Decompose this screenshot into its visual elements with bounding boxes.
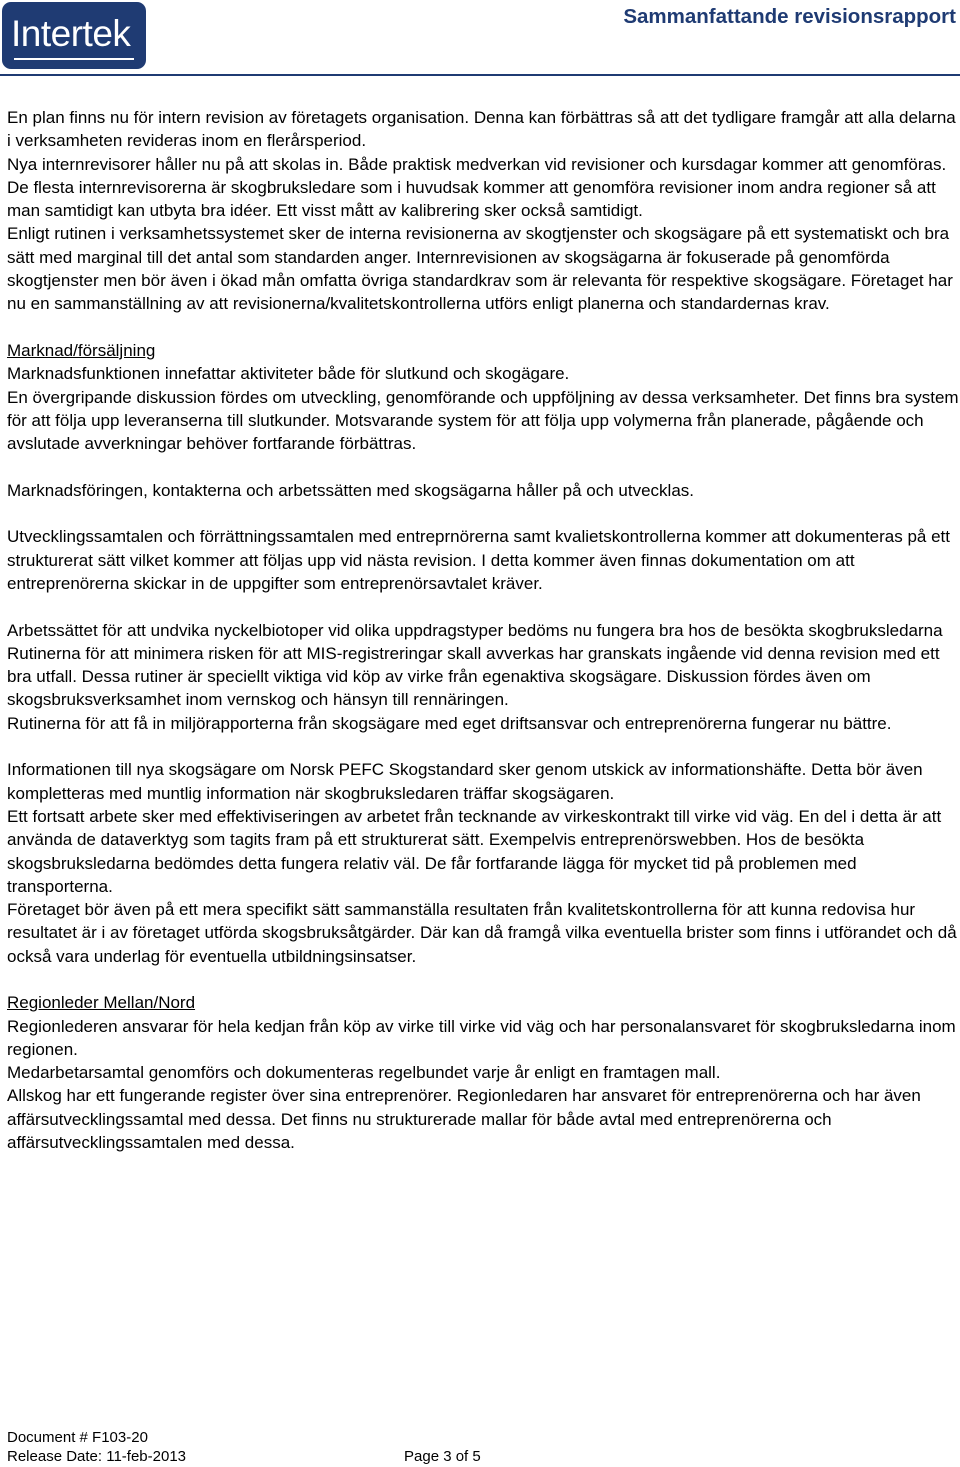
paragraph: Enligt rutinen i verksamhetssystemet sker de interna revisionerna av skogtjenster och skogsägare på ett systematiskt och bra sätt med marginal till det antal som standarden anger. Internrevisionen av skogsägarna är fokuserade på genomförda skogtjenster men bör även i ökad mån omfatta övriga standardkrav som är relevanta för respektive skogsägare. Företaget har nu en sammanställning av att revisionerna/kvalitetskontrollerna utförs enligt planerna och standardernas krav. [7, 224, 953, 314]
logo-underline [14, 58, 134, 60]
paragraph: Rutinerna för att få in miljörapporterna från skogsägare med eget driftsansvar och entreprenörerna fungerar nu bättre. [7, 713, 892, 733]
paragraph: En plan finns nu för intern revision av företagets organisation. Denna kan förbättras så att det tydligare framgår att alla delarna i verksamheten revideras inom en flerårsperiod. [7, 108, 956, 151]
report-title: Sammanfattande revisionsrapport [623, 5, 956, 28]
section-heading-market: Marknad/försäljning [7, 340, 156, 360]
logo-text: Intertek [11, 13, 131, 54]
paragraph: En övergripande diskussion fördes om utveckling, genomförande och uppföljning av dessa verksamheter. Det finns bra system för att följa upp leveranserna till slutkunder. Motsvarande system för att följa upp volymerna från planerade, pågående och avslutade avverkningar behöver fortfarande förbättras. [7, 387, 959, 454]
release-date: Release Date: 11-feb-2013 [7, 1448, 187, 1465]
section-heading-region: Regionleder Mellan/Nord [7, 993, 196, 1013]
paragraph: Informationen till nya skogsägare om Norsk PEFC Skogstandard sker genom utskick av informationshäfte. Detta bör även kompletteras med muntlig information när skogbruksledaren träffar skogsägaren. [7, 760, 923, 803]
page-number: Page 3 of 5 [404, 1448, 481, 1465]
header-divider [0, 74, 960, 76]
paragraph: Regionlederen ansvarar för hela kedjan från köp av virke till virke vid väg och har personalansvaret för skogbruksledarna inom regionen. [7, 1016, 956, 1059]
footer [7, 1428, 186, 1466]
paragraph: Medarbetarsamtal genomförs och dokumenteras regelbundet varje år enligt en framtagen mall. [7, 1063, 721, 1083]
report-body [7, 106, 959, 1154]
paragraph: Nya internrevisorer håller nu på att skolas in. Både praktisk medverkan vid revisioner och kursdagar kommer att genomföras. De flesta internrevisorerna är skogbruksledare som i huvudsak kommer att genomföra revisioner inom andra regioner så att man samtidigt kan utbyta bra idéer. Ett visst mått av kalibrering sker också samtidigt. [7, 154, 947, 221]
paragraph: Företaget bör även på ett mera specifikt sätt sammanställa resultaten från kvalitetskontrollerna för att kunna redovisa hur resultatet är i av företaget utförda skogsbruksåtgärder. Där kan då framgå vilka eventuella brister som finns i utförandet och då också vara underlag för eventuella utbildningsinsatser. [7, 900, 957, 966]
paragraph: Ett fortsatt arbete sker med effektiviseringen av arbetet från tecknande av virkeskontrakt till virke vid väg. En del i detta är att använda de dataverktyg som tagits fram på ett strukturerat sätt. Exempelvis entreprenörswebben. Hos de besökta skogsbruksledarna bedömdes detta fungera relativ väl. De får fortfarande lägga för mycket tid på problemen med transporterna. [7, 806, 942, 896]
paragraph: Allskog har ett fungerande register över sina entreprenörer. Regionledaren har ansvaret för entreprenörerna och har även affärsutvecklingssamtal med dessa. Det finns nu strukturerade mallar för både avtal med entreprenörerna och affärsutvecklingssamtalen med dessa. [7, 1086, 921, 1153]
paragraph: Utvecklingssamtalen och förrättningssamtalen med entreprnörerna samt kvalietskontrollerna kommer att dokumenteras på ett strukturerat sätt vilket kommer att följas upp vid nästa revision. I detta kommer även finnas dokumentation om att entreprenörerna skickar in de uppgifter som entreprenörsavtalet kräver. [7, 527, 950, 593]
document-number: Document # F103-20 [7, 1429, 148, 1446]
paragraph: Marknadsfunktionen innefattar aktiviteter både för slutkund och skogägare. [7, 364, 570, 384]
paragraph: Arbetssättet för att undvika nyckelbiotoper vid olika uppdragstyper bedöms nu fungera bra hos de besökta skogbruksledarna Rutinerna för att minimera risken för att MIS-registreringar skall avverkas har granskats ingående vid denna revision med ett bra utfall. Dessa rutiner är speciellt viktiga vid köp av virke från egenaktiva skogsägare. Diskussion fördes även om skogsbruksverksamhet inom vernskog och hänsyn till rennäringen. [7, 620, 943, 710]
intertek-logo [2, 2, 146, 69]
paragraph: Marknadsföringen, kontakterna och arbetssätten med skogsägarna håller på och utvecklas. [7, 480, 695, 500]
